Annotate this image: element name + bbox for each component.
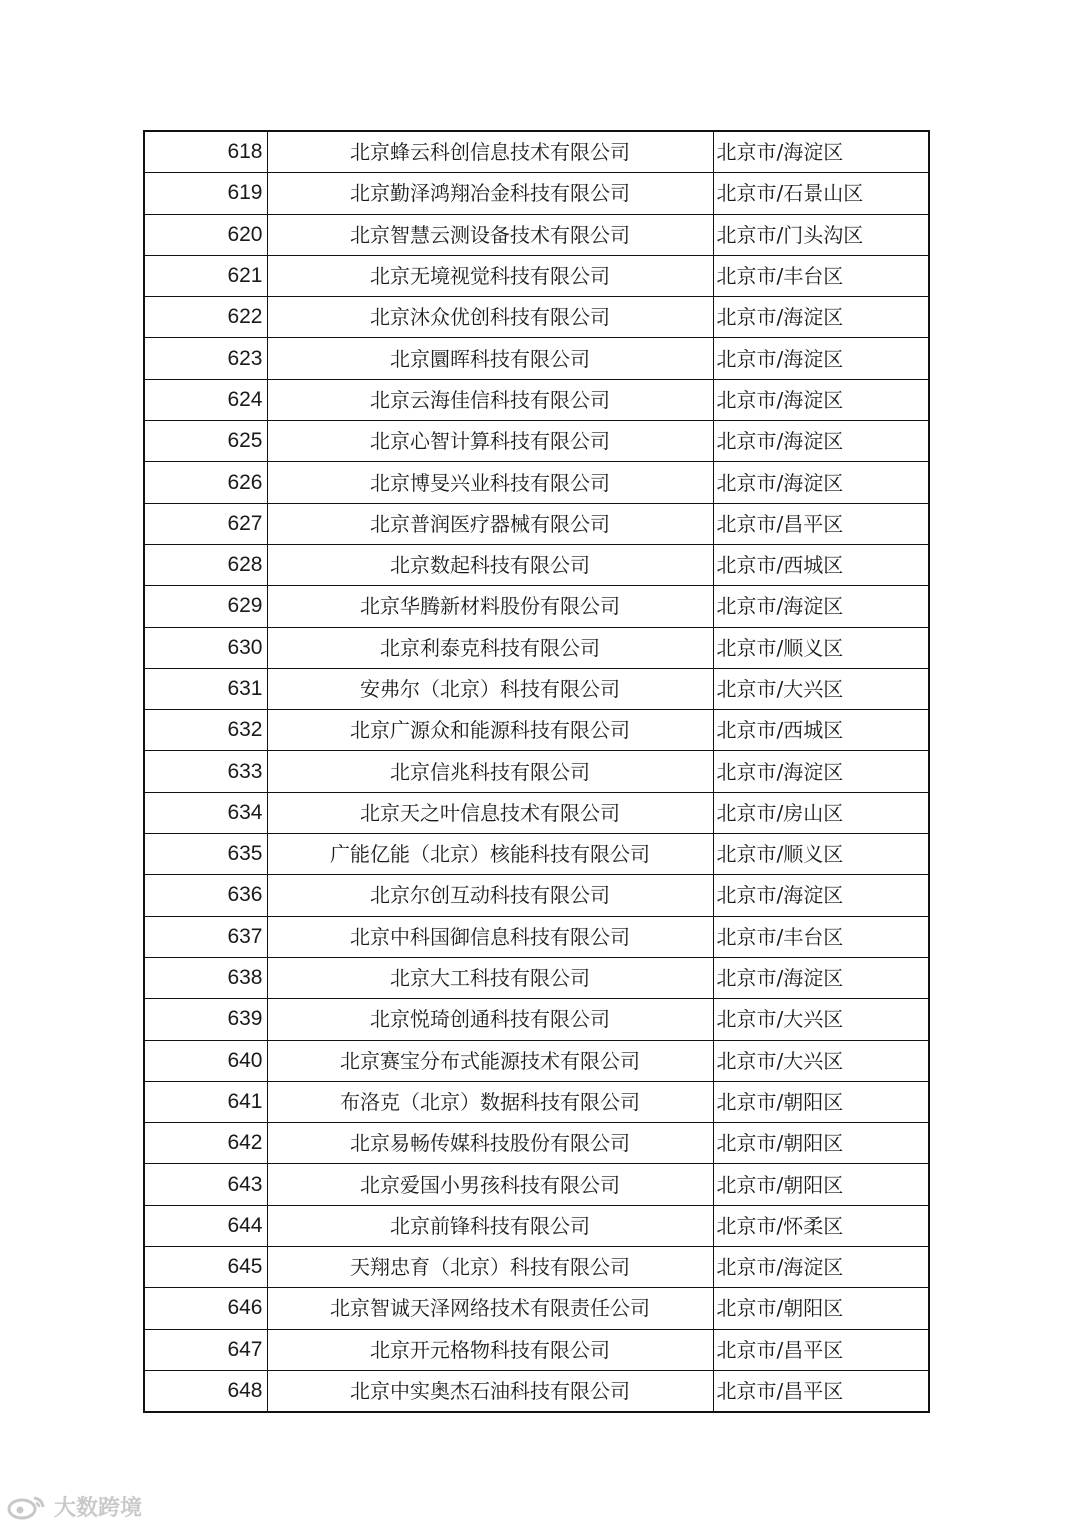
company-name-cell: 北京数起科技有限公司 — [267, 544, 713, 585]
company-name-cell: 北京大工科技有限公司 — [267, 957, 713, 998]
row-number-cell: 638 — [144, 957, 267, 998]
region-cell: 北京市/房山区 — [713, 792, 929, 833]
row-number-cell: 635 — [144, 834, 267, 875]
row-number-cell: 628 — [144, 544, 267, 585]
region-cell: 北京市/西城区 — [713, 544, 929, 585]
row-number-cell: 623 — [144, 338, 267, 379]
company-name-cell: 北京智慧云测设备技术有限公司 — [267, 214, 713, 255]
company-name-cell: 北京普润医疗器械有限公司 — [267, 503, 713, 544]
table-row — [144, 875, 929, 916]
region-cell: 北京市/西城区 — [713, 710, 929, 751]
region-cell: 北京市/海淀区 — [713, 338, 929, 379]
company-name-cell: 北京圜晖科技有限公司 — [267, 338, 713, 379]
region-cell: 北京市/顺义区 — [713, 627, 929, 668]
watermark — [6, 1491, 142, 1522]
row-number-cell: 621 — [144, 255, 267, 296]
company-name-cell: 北京尔创互动科技有限公司 — [267, 875, 713, 916]
company-name-cell: 北京悦琦创通科技有限公司 — [267, 999, 713, 1040]
table-row — [144, 338, 929, 379]
company-name-cell: 北京天之叶信息技术有限公司 — [267, 792, 713, 833]
region-cell: 北京市/丰台区 — [713, 255, 929, 296]
row-number-cell: 619 — [144, 173, 267, 214]
region-cell: 北京市/海淀区 — [713, 462, 929, 503]
row-number-cell: 620 — [144, 214, 267, 255]
row-number-cell: 648 — [144, 1370, 267, 1412]
row-number-cell: 643 — [144, 1164, 267, 1205]
table-row — [144, 1040, 929, 1081]
region-cell: 北京市/大兴区 — [713, 999, 929, 1040]
table-row — [144, 1288, 929, 1329]
row-number-cell: 632 — [144, 710, 267, 751]
table-row — [144, 751, 929, 792]
weibo-style-logo-icon — [6, 1493, 48, 1521]
region-cell: 北京市/朝阳区 — [713, 1164, 929, 1205]
region-cell: 北京市/海淀区 — [713, 1247, 929, 1288]
company-name-cell: 布洛克（北京）数据科技有限公司 — [267, 1081, 713, 1122]
table-row — [144, 379, 929, 420]
row-number-cell: 630 — [144, 627, 267, 668]
company-name-cell: 北京中科国御信息科技有限公司 — [267, 916, 713, 957]
region-cell: 北京市/石景山区 — [713, 173, 929, 214]
company-table — [143, 130, 930, 1413]
region-cell: 北京市/海淀区 — [713, 586, 929, 627]
company-name-cell: 北京开元格物科技有限公司 — [267, 1329, 713, 1370]
table-row — [144, 586, 929, 627]
watermark-text: 大数跨境 — [54, 1496, 143, 1521]
table-row — [144, 1205, 929, 1246]
region-cell: 北京市/丰台区 — [713, 916, 929, 957]
company-name-cell: 北京华腾新材料股份有限公司 — [267, 586, 713, 627]
company-name-cell: 北京勤泽鸿翔冶金科技有限公司 — [267, 173, 713, 214]
table-row — [144, 1081, 929, 1122]
region-cell: 北京市/海淀区 — [713, 875, 929, 916]
table-row — [144, 173, 929, 214]
row-number-cell: 637 — [144, 916, 267, 957]
company-name-cell: 北京蜂云科创信息技术有限公司 — [267, 131, 713, 173]
company-name-cell: 北京赛宝分布式能源技术有限公司 — [267, 1040, 713, 1081]
company-name-cell: 天翔忠育（北京）科技有限公司 — [267, 1247, 713, 1288]
table-row — [144, 503, 929, 544]
table-row — [144, 668, 929, 709]
row-number-cell: 631 — [144, 668, 267, 709]
region-cell: 北京市/海淀区 — [713, 751, 929, 792]
region-cell: 北京市/顺义区 — [713, 834, 929, 875]
region-cell: 北京市/海淀区 — [713, 131, 929, 173]
region-cell: 北京市/大兴区 — [713, 668, 929, 709]
table-row — [144, 421, 929, 462]
company-name-cell: 安弗尔（北京）科技有限公司 — [267, 668, 713, 709]
company-name-cell: 北京前锋科技有限公司 — [267, 1205, 713, 1246]
row-number-cell: 640 — [144, 1040, 267, 1081]
region-cell: 北京市/昌平区 — [713, 1329, 929, 1370]
row-number-cell: 626 — [144, 462, 267, 503]
company-name-cell: 北京广源众和能源科技有限公司 — [267, 710, 713, 751]
region-cell: 北京市/朝阳区 — [713, 1123, 929, 1164]
table-row — [144, 131, 929, 173]
row-number-cell: 634 — [144, 792, 267, 833]
company-name-cell: 北京信兆科技有限公司 — [267, 751, 713, 792]
table-row — [144, 297, 929, 338]
region-cell: 北京市/朝阳区 — [713, 1288, 929, 1329]
row-number-cell: 639 — [144, 999, 267, 1040]
row-number-cell: 641 — [144, 1081, 267, 1122]
row-number-cell: 636 — [144, 875, 267, 916]
table-row — [144, 255, 929, 296]
row-number-cell: 624 — [144, 379, 267, 420]
table-row — [144, 710, 929, 751]
company-name-cell: 北京爱国小男孩科技有限公司 — [267, 1164, 713, 1205]
region-cell: 北京市/海淀区 — [713, 379, 929, 420]
company-name-cell: 北京沐众优创科技有限公司 — [267, 297, 713, 338]
table-row — [144, 792, 929, 833]
region-cell: 北京市/怀柔区 — [713, 1205, 929, 1246]
table-row — [144, 916, 929, 957]
region-cell: 北京市/门头沟区 — [713, 214, 929, 255]
table-row — [144, 462, 929, 503]
company-name-cell: 广能亿能（北京）核能科技有限公司 — [267, 834, 713, 875]
region-cell: 北京市/朝阳区 — [713, 1081, 929, 1122]
company-name-cell: 北京云海佳信科技有限公司 — [267, 379, 713, 420]
company-table-body — [144, 131, 929, 1412]
table-row — [144, 957, 929, 998]
table-row — [144, 1370, 929, 1412]
row-number-cell: 625 — [144, 421, 267, 462]
region-cell: 北京市/昌平区 — [713, 1370, 929, 1412]
company-name-cell: 北京无境视觉科技有限公司 — [267, 255, 713, 296]
row-number-cell: 644 — [144, 1205, 267, 1246]
region-cell: 北京市/海淀区 — [713, 957, 929, 998]
table-row — [144, 1329, 929, 1370]
table-row — [144, 1164, 929, 1205]
company-name-cell: 北京易畅传媒科技股份有限公司 — [267, 1123, 713, 1164]
table-row — [144, 834, 929, 875]
company-name-cell: 北京中实奥杰石油科技有限公司 — [267, 1370, 713, 1412]
table-row — [144, 627, 929, 668]
table-row — [144, 544, 929, 585]
row-number-cell: 618 — [144, 131, 267, 173]
table-row — [144, 999, 929, 1040]
row-number-cell: 629 — [144, 586, 267, 627]
row-number-cell: 646 — [144, 1288, 267, 1329]
row-number-cell: 642 — [144, 1123, 267, 1164]
company-name-cell: 北京博旻兴业科技有限公司 — [267, 462, 713, 503]
row-number-cell: 647 — [144, 1329, 267, 1370]
table-row — [144, 214, 929, 255]
row-number-cell: 627 — [144, 503, 267, 544]
row-number-cell: 633 — [144, 751, 267, 792]
region-cell: 北京市/大兴区 — [713, 1040, 929, 1081]
row-number-cell: 645 — [144, 1247, 267, 1288]
company-name-cell: 北京心智计算科技有限公司 — [267, 421, 713, 462]
region-cell: 北京市/海淀区 — [713, 421, 929, 462]
table-row — [144, 1123, 929, 1164]
row-number-cell: 622 — [144, 297, 267, 338]
table-row — [144, 1247, 929, 1288]
company-name-cell: 北京智诚天泽网络技术有限责任公司 — [267, 1288, 713, 1329]
company-name-cell: 北京利泰克科技有限公司 — [267, 627, 713, 668]
region-cell: 北京市/海淀区 — [713, 297, 929, 338]
region-cell: 北京市/昌平区 — [713, 503, 929, 544]
